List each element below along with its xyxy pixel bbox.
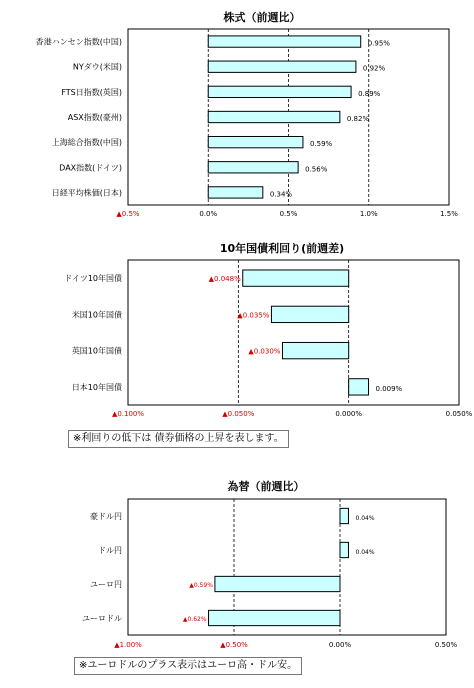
fx-bar-0: [340, 508, 348, 523]
fx-data-label-2: ▲0.59%: [189, 582, 213, 589]
fx-data-label-3: ▲0.62%: [182, 616, 207, 623]
stocks-data-label-1: 0.92%: [362, 64, 386, 73]
stocks-bar-2: [208, 86, 351, 97]
stocks-tick-label-3: 1.0%: [359, 210, 378, 218]
fx-category-label-2: ユーロ円: [90, 580, 122, 589]
stocks-category-label-3: ASX指数(豪州): [67, 113, 122, 122]
stocks-tick-label-2: 0.5%: [279, 210, 298, 218]
fx-data-label-0: 0.04%: [355, 515, 375, 522]
bond-note: ※利回りの低下は 債券価格の上昇を表します。: [68, 430, 289, 448]
bonds-tick-label-1: ▲0.050%: [222, 410, 255, 418]
stocks-data-label-4: 0.59%: [309, 140, 333, 149]
bonds-tick-label-0: ▲0.100%: [111, 410, 145, 418]
stocks-category-label-6: 日経平均株価(日本): [51, 188, 122, 198]
stocks-tick-label-4: 1.5%: [440, 210, 458, 218]
stocks-bar-6: [208, 187, 263, 198]
stocks-data-label-6: 0.34%: [269, 190, 293, 199]
fx-bar-1: [340, 542, 348, 557]
fx-category-label-1: ドル円: [98, 546, 122, 555]
fx-tick-label-1: ▲0.50%: [220, 641, 248, 649]
bonds-data-label-2: ▲0.030%: [248, 347, 281, 356]
stocks-data-label-3: 0.82%: [346, 115, 370, 123]
fx-tick-label-2: 0.00%: [328, 641, 352, 649]
bonds-tick-label-3: 0.050%: [445, 410, 473, 418]
stocks-bar-0: [208, 36, 360, 47]
bonds-tick-label-2: 0.000%: [335, 410, 363, 418]
stocks-category-label-0: 香港ハンセン指数(中国): [35, 37, 122, 47]
stocks-category-label-5: DAX指数(ドイツ): [59, 163, 122, 173]
bonds-category-label-3: 日本10年国債: [71, 382, 122, 392]
bonds-bar-1: [271, 306, 348, 322]
bonds-bar-3: [349, 379, 369, 395]
stocks-category-label-2: FTS日指数(英国): [61, 87, 122, 97]
fx-category-label-0: 豪ドル円: [90, 512, 122, 521]
bonds-chart-title: 10年国債利回り(前週差): [219, 242, 345, 255]
bonds-bar-2: [282, 342, 348, 358]
stocks-data-label-2: 0.89%: [358, 89, 381, 98]
fx-data-label-1: 0.04%: [355, 549, 375, 556]
stocks-chart-title: 株式（前週比）: [223, 11, 301, 24]
bonds-bar-0: [243, 270, 349, 286]
stocks-data-label-5: 0.56%: [305, 165, 328, 174]
fx-bar-2: [215, 576, 340, 591]
bonds-category-label-1: 米国10年国債: [71, 310, 122, 320]
bonds-data-label-3: 0.009%: [375, 384, 403, 393]
stocks-bar-3: [208, 111, 340, 122]
stocks-tick-label-0: ▲0.5%: [116, 210, 140, 218]
bonds-data-label-1: ▲0.035%: [237, 311, 270, 320]
fx-category-label-3: ユーロドル: [82, 614, 122, 623]
fx-note: ※ユーロドルのプラス表示はユーロ高・ドル安。: [74, 657, 302, 675]
bonds-category-label-0: ドイツ10年国債: [64, 274, 122, 284]
stocks-category-label-4: 上海総合指数(中国): [51, 138, 122, 148]
stocks-tick-label-1: 0.0%: [199, 210, 218, 218]
fx-tick-label-0: ▲1.00%: [114, 641, 142, 649]
fx-bar-3: [209, 610, 340, 625]
stocks-bar-5: [208, 162, 298, 173]
stocks-category-label-1: NYダウ(米国): [72, 62, 122, 72]
fx-tick-label-3: 0.50%: [434, 641, 458, 649]
fx-chart-title: 為替（前週比）: [227, 480, 305, 493]
bonds-category-label-2: 英国10年国債: [71, 346, 122, 356]
bonds-data-label-0: ▲0.048%: [208, 275, 241, 284]
stocks-data-label-0: 0.95%: [367, 39, 390, 48]
stocks-bar-4: [208, 136, 303, 147]
stocks-bar-1: [208, 61, 356, 72]
